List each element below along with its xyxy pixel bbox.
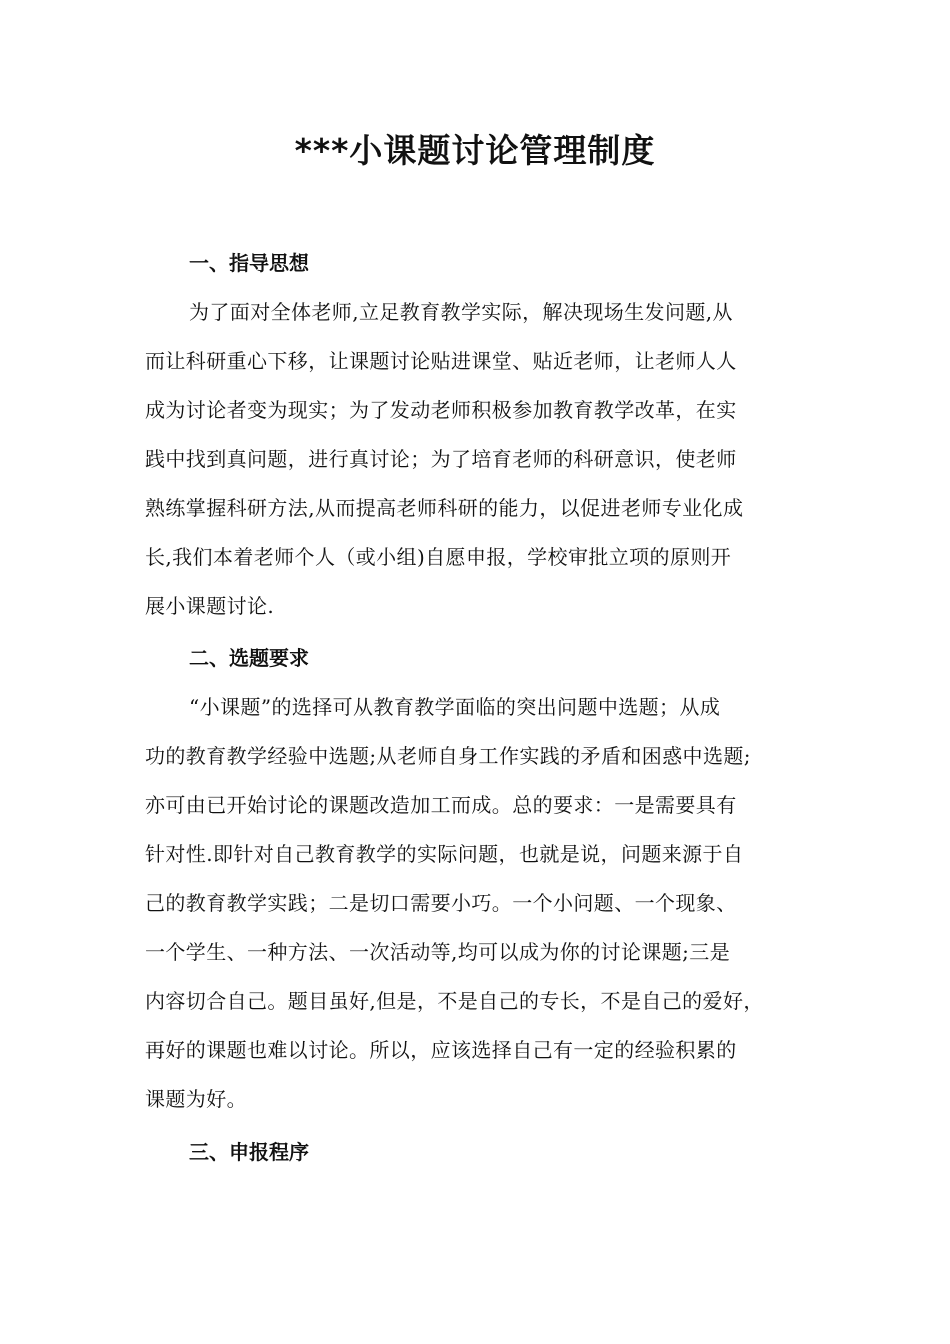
section-paragraph-topic-requirements (145, 683, 815, 1124)
paragraph-line: 再好的课题也难以讨论。所以，应该选择自己有一定的经验积累的 (145, 1038, 737, 1062)
document-title: ***小课题讨论管理制度 (294, 131, 656, 170)
paragraph-line: 展小课题讨论. (145, 594, 275, 618)
document-body (145, 238, 815, 1177)
paragraph-line: 长,我们本着老师个人（或小组)自愿申报，学校审批立项的原则开 (145, 545, 732, 569)
paragraph-line: 功的教育教学经验中选题;从老师自身工作实践的矛盾和困惑中选题; (145, 744, 751, 768)
paragraph-line: 践中找到真问题，进行真讨论；为了培育老师的科研意识，使老师 (145, 447, 737, 471)
section-heading-application-procedure: 三、申报程序 (189, 1140, 309, 1164)
section-heading-guiding-ideology: 一、指导思想 (189, 251, 309, 275)
paragraph-line: 为了面对全体老师,立足教育教学实际，解决现场生发问题,从 (189, 300, 733, 324)
paragraph-line: 熟练掌握科研方法,从而提高老师科研的能力，以促进老师专业化成 (145, 496, 744, 520)
paragraph-line: 而让科研重心下移，让课题讨论贴进课堂、贴近老师，让老师人人 (145, 349, 737, 373)
paragraph-line: 针对性.即针对自己教育教学的实际问题，也就是说，问题来源于自 (145, 842, 744, 866)
paragraph-line: 一个学生、一种方法、一次活动等,均可以成为你的讨论课题;三是 (145, 940, 731, 964)
paragraph-line: 课题为好。 (145, 1087, 247, 1111)
paragraph-line: 内容切合自己。题目虽好,但是，不是自己的专长，不是自己的爱好， (145, 989, 764, 1013)
paragraph-line: 亦可由已开始讨论的课题改造加工而成。总的要求：一是需要具有 (145, 793, 737, 817)
section-heading-topic-requirements: 二、选题要求 (189, 646, 309, 670)
paragraph-line: “小课题”的选择可从教育教学面临的突出问题中选题；从成 (189, 695, 721, 719)
paragraph-line: 成为讨论者变为现实；为了发动老师积极参加教育教学改革，在实 (145, 398, 737, 422)
section-paragraph-guiding-ideology (145, 288, 815, 631)
paragraph-line: 己的教育教学实践；二是切口需要小巧。一个小问题、一个现象、 (145, 891, 737, 915)
